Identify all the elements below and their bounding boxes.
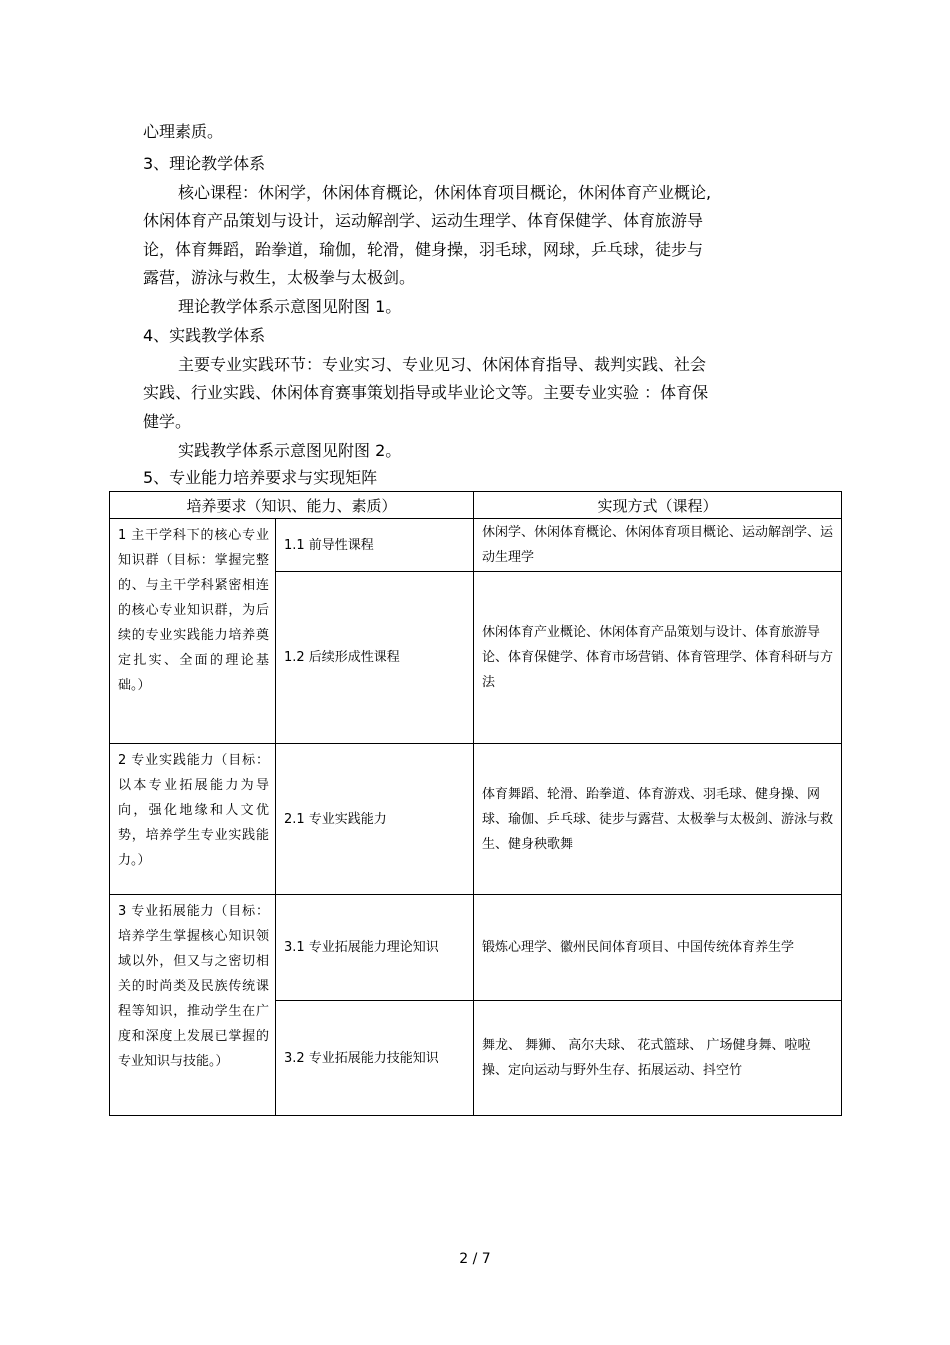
body-text-line: 核心课程：休闲学，休闲体育概论，休闲体育项目概论，休闲体育产业概论,	[178, 183, 712, 202]
body-text-line: 休闲体育产品策划与设计，运动解剖学、运动生理学、体育保健学、体育旅游导	[143, 211, 704, 230]
courses-cell: 舞龙、 舞狮、 高尔夫球、 花式篮球、 广场健身舞、啦啦操、定向运动与野外生存、拓展运动、抖空竹	[474, 1001, 842, 1116]
page-number: 2 / 7	[459, 1251, 491, 1267]
ability-matrix-table	[109, 491, 842, 1116]
header-requirement: 培养要求（知识、能力、素质）	[110, 492, 474, 519]
section-heading: 4、实践教学体系	[143, 326, 266, 345]
body-text-line: 实践、行业实践、休闲体育赛事策划指导或毕业论文等。主要专业实验 ：体育保	[143, 383, 709, 402]
item-cell: 1.2 后续形成性课程	[276, 572, 474, 744]
item-cell: 3.1 专业拓展能力理论知识	[276, 895, 474, 1001]
body-text-line: 主要专业实践环节：专业实习、专业见习、休闲体育指导、裁判实践、社会	[178, 355, 707, 374]
body-text-line: 实践教学体系示意图见附图 2。	[178, 441, 402, 460]
table-row	[110, 895, 842, 1001]
requirement-cell: 3 专业拓展能力（目标：培养学生掌握核心知识领域以外，但又与之密切相关的时尚类及民族传统课程等知识，推动学生在广度和深度上发展已掌握的专业知识与技能。）	[110, 895, 276, 1116]
courses-cell: 锻炼心理学、徽州民间体育项目、中国传统体育养生学	[474, 895, 842, 1001]
courses-cell: 休闲学、休闲体育概论、休闲体育项目概论、运动解剖学、运动生理学	[474, 519, 842, 572]
item-cell: 1.1 前导性课程	[276, 519, 474, 572]
body-text-line: 理论教学体系示意图见附图 1。	[178, 297, 402, 316]
body-text-line: 论，体育舞蹈，跆拳道，瑜伽，轮滑，健身操，羽毛球，网球，乒乓球，徒步与	[143, 240, 704, 259]
table-row	[110, 744, 842, 895]
body-text-line: 心理素质。	[143, 122, 224, 141]
requirement-cell: 1 主干学科下的核心专业知识群（目标：掌握完整的、与主干学科紧密相连的核心专业知识群，为后续的专业实践能力培养奠定扎实、全面的理论基础。）	[110, 519, 276, 744]
requirement-cell: 2 专业实践能力（目标：以本专业拓展能力为导向，强化地缘和人文优势，培养学生专业实践能力。）	[110, 744, 276, 895]
item-cell: 2.1 专业实践能力	[276, 744, 474, 895]
body-text-line: 露营，游泳与救生，太极拳与太极剑。	[143, 268, 416, 287]
section-heading: 3、理论教学体系	[143, 154, 266, 173]
table-header-row	[110, 492, 842, 519]
courses-cell: 休闲体育产业概论、休闲体育产品策划与设计、体育旅游导论、体育保健学、体育市场营销、体育管理学、体育科研与方法	[474, 572, 842, 744]
table-row	[110, 519, 842, 572]
section-heading: 5、专业能力培养要求与实现矩阵	[143, 468, 378, 487]
courses-cell: 体育舞蹈、轮滑、跆拳道、体育游戏、羽毛球、健身操、网球、瑜伽、乒乓球、徒步与露营、太极拳与太极剑、游泳与救生、健身秧歌舞	[474, 744, 842, 895]
body-text-line: 健学。	[143, 412, 192, 431]
item-cell: 3.2 专业拓展能力技能知识	[276, 1001, 474, 1116]
header-implementation: 实现方式（课程）	[474, 492, 842, 519]
